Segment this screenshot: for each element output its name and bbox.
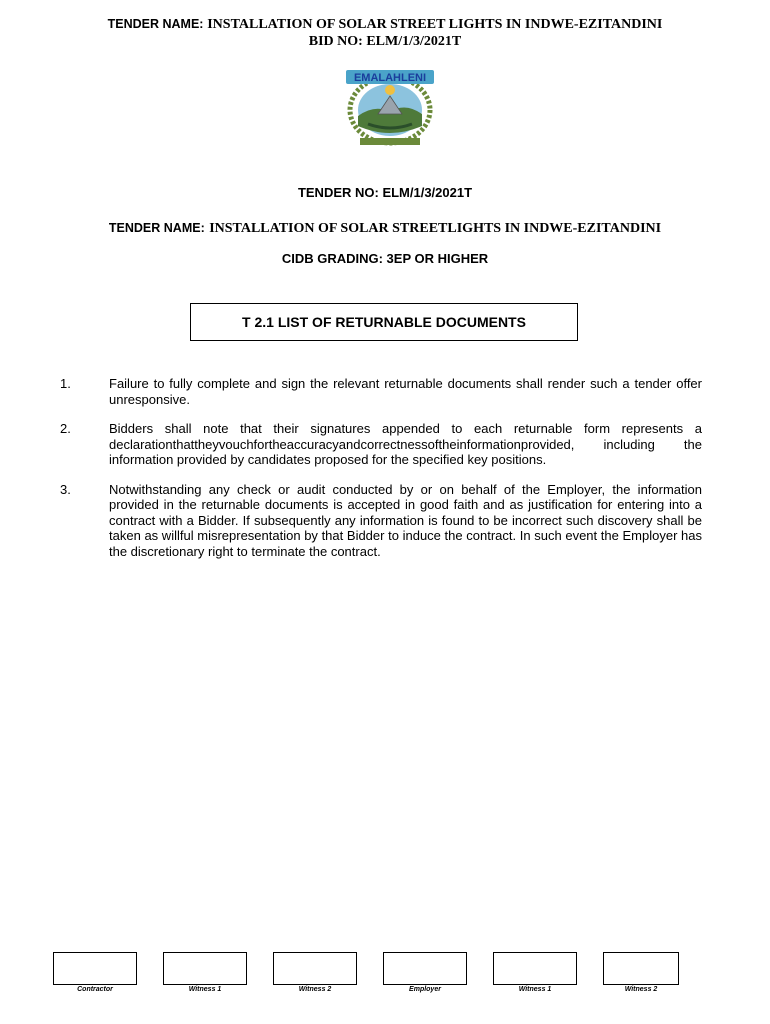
returnable-list <box>60 376 702 573</box>
signature-witness-2 <box>273 952 357 993</box>
signature-caption: Employer <box>409 986 441 993</box>
signature-box[interactable] <box>163 952 247 985</box>
item-number: 2. <box>60 421 71 436</box>
signature-caption: Witness 2 <box>624 986 658 993</box>
signature-caption: Contractor <box>77 986 113 993</box>
signature-box[interactable] <box>603 952 679 985</box>
list-item <box>60 421 702 468</box>
item-text: Notwithstanding any check or audit conducted by or on behalf of the Employer, the information provided in the returnable documents is accepted in good faith and as justification for entering into a contract with a Bidder. If subsequently any information is found to be incorrect such discovery shall be taken as willful misrepresentation by that Bidder to induce the contract. In such event the Employer has the discretionary right to terminate the contract. <box>109 481 702 559</box>
tender-name-value: INSTALLATION OF SOLAR STREETLIGHTS IN INDWE-EZITANDINI <box>209 221 662 236</box>
signature-box[interactable] <box>383 952 467 985</box>
item-text: Failure to fully complete and sign the relevant returnable documents shall render such a tender offer unresponsive. <box>109 376 702 407</box>
signature-box[interactable] <box>273 952 357 985</box>
signature-caption: Witness 2 <box>298 986 332 993</box>
header-bid-no: BID NO: ELM/1/3/2021T <box>308 34 462 49</box>
municipal-crest-icon <box>340 66 440 150</box>
item-number: 1. <box>60 376 71 391</box>
tender-name <box>0 219 770 237</box>
cidb-grading: CIDB GRADING: 3EP OR HIGHER <box>281 251 489 266</box>
tender-number: TENDER NO: ELM/1/3/2021T <box>297 185 473 200</box>
item-number: 3. <box>60 481 71 497</box>
signature-witness-1 <box>163 952 247 993</box>
signature-employer-witness-2 <box>603 952 679 993</box>
list-item <box>60 376 702 407</box>
signature-employer <box>383 952 467 993</box>
item-text: Bidders shall note that their signatures appended to each returnable form represents a declarationthattheyvouchfortheaccuracyandcorrectnessoftheinformationprovided, including the information provided by candidates proposed for the specified key positions. <box>109 421 702 467</box>
section-title: T 2.1 LIST OF RETURNABLE DOCUMENTS <box>190 303 578 341</box>
header-tender-name <box>0 16 770 33</box>
signature-employer-witness-1 <box>493 952 577 993</box>
list-item <box>60 482 702 560</box>
crest-banner-text: EMALAHLENI <box>353 72 427 84</box>
signature-box[interactable] <box>53 952 137 985</box>
signature-box[interactable] <box>493 952 577 985</box>
tender-name-label: TENDER NAME: <box>108 221 205 235</box>
signature-caption: Witness 1 <box>518 986 552 993</box>
header-tender-label: TENDER NAME: <box>107 17 204 31</box>
header-tender-value: INSTALLATION OF SOLAR STREET LIGHTS IN INDWE-EZITANDINI <box>207 17 663 32</box>
signature-caption: Witness 1 <box>188 986 222 993</box>
signature-row <box>0 952 770 1002</box>
signature-contractor <box>53 952 137 993</box>
document-header <box>0 16 770 50</box>
